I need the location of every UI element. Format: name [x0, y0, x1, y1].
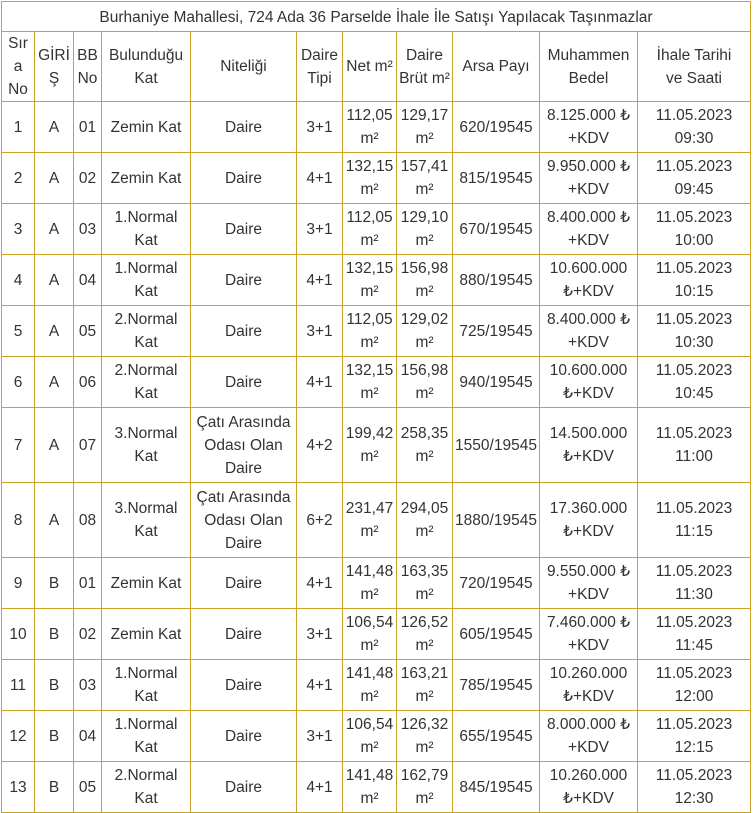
- cell-arsa-payi: 620/19545: [453, 102, 540, 153]
- table-row: [2, 762, 751, 813]
- cell-ihale: 11.05.2023 11:45: [638, 609, 751, 660]
- cell-bb-no: 05: [74, 762, 102, 813]
- cell-brut-m2: 157,41 m²: [397, 153, 453, 204]
- cell-giris: A: [35, 306, 74, 357]
- cell-bb-no: 06: [74, 357, 102, 408]
- cell-net-m2: 141,48 m²: [343, 558, 397, 609]
- property-auction-table: [1, 1, 751, 813]
- cell-niteligi: Daire: [191, 660, 297, 711]
- cell-sira-no: 5: [2, 306, 35, 357]
- cell-giris: A: [35, 204, 74, 255]
- header-net-m2: Net m²: [343, 32, 397, 102]
- cell-sira-no: 1: [2, 102, 35, 153]
- cell-niteligi: Çatı Arasında Odası Olan Daire: [191, 408, 297, 483]
- cell-bedel: 10.260.000 ₺+KDV: [540, 660, 638, 711]
- cell-niteligi: Daire: [191, 102, 297, 153]
- cell-bb-no: 02: [74, 609, 102, 660]
- cell-bedel: 10.600.000 ₺+KDV: [540, 255, 638, 306]
- cell-brut-m2: 129,17 m²: [397, 102, 453, 153]
- cell-giris: A: [35, 255, 74, 306]
- cell-arsa-payi: 655/19545: [453, 711, 540, 762]
- cell-ihale: 11.05.2023 11:00: [638, 408, 751, 483]
- cell-ihale: 11.05.2023 10:00: [638, 204, 751, 255]
- cell-brut-m2: 156,98 m²: [397, 255, 453, 306]
- cell-sira-no: 2: [2, 153, 35, 204]
- cell-brut-m2: 163,35 m²: [397, 558, 453, 609]
- cell-kat: 3.Normal Kat: [102, 408, 191, 483]
- cell-bedel: 17.360.000 ₺+KDV: [540, 483, 638, 558]
- cell-sira-no: 7: [2, 408, 35, 483]
- cell-giris: B: [35, 660, 74, 711]
- cell-daire-tipi: 3+1: [297, 306, 343, 357]
- cell-giris: A: [35, 357, 74, 408]
- table-row: [2, 204, 751, 255]
- cell-daire-tipi: 4+1: [297, 762, 343, 813]
- cell-daire-tipi: 3+1: [297, 711, 343, 762]
- cell-ihale: 11.05.2023 09:30: [638, 102, 751, 153]
- cell-arsa-payi: 880/19545: [453, 255, 540, 306]
- cell-giris: A: [35, 153, 74, 204]
- cell-net-m2: 132,15 m²: [343, 153, 397, 204]
- cell-kat: Zemin Kat: [102, 153, 191, 204]
- cell-bedel: 8.000.000 ₺ +KDV: [540, 711, 638, 762]
- cell-arsa-payi: 815/19545: [453, 153, 540, 204]
- cell-sira-no: 12: [2, 711, 35, 762]
- cell-kat: Zemin Kat: [102, 558, 191, 609]
- header-daire-tipi: Daire Tipi: [297, 32, 343, 102]
- header-giris: GİRİŞ: [35, 32, 74, 102]
- cell-giris: B: [35, 711, 74, 762]
- cell-daire-tipi: 4+1: [297, 255, 343, 306]
- cell-brut-m2: 156,98 m²: [397, 357, 453, 408]
- cell-net-m2: 112,05 m²: [343, 306, 397, 357]
- cell-giris: B: [35, 762, 74, 813]
- cell-arsa-payi: 1550/19545: [453, 408, 540, 483]
- cell-net-m2: 132,15 m²: [343, 255, 397, 306]
- table-row: [2, 558, 751, 609]
- cell-daire-tipi: 3+1: [297, 204, 343, 255]
- header-brut-m2: Daire Brüt m²: [397, 32, 453, 102]
- table-title: Burhaniye Mahallesi, 724 Ada 36 Parselde İhale İle Satışı Yapılacak Taşınmazlar: [1, 1, 751, 31]
- table-row: [2, 483, 751, 558]
- cell-giris: A: [35, 408, 74, 483]
- cell-bb-no: 04: [74, 711, 102, 762]
- cell-kat: Zemin Kat: [102, 609, 191, 660]
- cell-daire-tipi: 4+2: [297, 408, 343, 483]
- table-body: [2, 102, 751, 813]
- cell-bedel: 8.400.000 ₺ +KDV: [540, 204, 638, 255]
- cell-bedel: 14.500.000 ₺+KDV: [540, 408, 638, 483]
- cell-ihale: 11.05.2023 10:30: [638, 306, 751, 357]
- cell-sira-no: 8: [2, 483, 35, 558]
- cell-brut-m2: 129,02 m²: [397, 306, 453, 357]
- cell-bb-no: 08: [74, 483, 102, 558]
- cell-daire-tipi: 4+1: [297, 558, 343, 609]
- cell-arsa-payi: 845/19545: [453, 762, 540, 813]
- cell-ihale: 11.05.2023 09:45: [638, 153, 751, 204]
- cell-brut-m2: 294,05 m²: [397, 483, 453, 558]
- cell-ihale: 11.05.2023 12:15: [638, 711, 751, 762]
- cell-arsa-payi: 670/19545: [453, 204, 540, 255]
- cell-net-m2: 112,05 m²: [343, 204, 397, 255]
- cell-kat: 1.Normal Kat: [102, 660, 191, 711]
- cell-bb-no: 07: [74, 408, 102, 483]
- cell-arsa-payi: 725/19545: [453, 306, 540, 357]
- cell-bedel: 8.400.000 ₺ +KDV: [540, 306, 638, 357]
- cell-net-m2: 132,15 m²: [343, 357, 397, 408]
- cell-niteligi: Çatı Arasında Odası Olan Daire: [191, 483, 297, 558]
- cell-bb-no: 02: [74, 153, 102, 204]
- cell-net-m2: 141,48 m²: [343, 762, 397, 813]
- cell-niteligi: Daire: [191, 609, 297, 660]
- cell-daire-tipi: 3+1: [297, 102, 343, 153]
- cell-daire-tipi: 4+1: [297, 153, 343, 204]
- cell-ihale: 11.05.2023 12:30: [638, 762, 751, 813]
- table-row: [2, 357, 751, 408]
- cell-daire-tipi: 4+1: [297, 660, 343, 711]
- cell-giris: B: [35, 609, 74, 660]
- cell-bedel: 10.600.000 ₺+KDV: [540, 357, 638, 408]
- cell-sira-no: 4: [2, 255, 35, 306]
- cell-net-m2: 141,48 m²: [343, 660, 397, 711]
- cell-bedel: 9.550.000 ₺ +KDV: [540, 558, 638, 609]
- cell-brut-m2: 129,10 m²: [397, 204, 453, 255]
- table-row: [2, 306, 751, 357]
- cell-sira-no: 9: [2, 558, 35, 609]
- cell-niteligi: Daire: [191, 357, 297, 408]
- cell-arsa-payi: 605/19545: [453, 609, 540, 660]
- cell-giris: A: [35, 483, 74, 558]
- cell-niteligi: Daire: [191, 558, 297, 609]
- header-arsa-payi: Arsa Payı: [453, 32, 540, 102]
- cell-daire-tipi: 3+1: [297, 609, 343, 660]
- header-sira-no: Sıra No: [2, 32, 35, 102]
- cell-ihale: 11.05.2023 10:45: [638, 357, 751, 408]
- cell-sira-no: 10: [2, 609, 35, 660]
- cell-kat: 2.Normal Kat: [102, 306, 191, 357]
- cell-ihale: 11.05.2023 10:15: [638, 255, 751, 306]
- cell-daire-tipi: 4+1: [297, 357, 343, 408]
- cell-bedel: 9.950.000 ₺ +KDV: [540, 153, 638, 204]
- cell-niteligi: Daire: [191, 762, 297, 813]
- header-kat: Bulunduğu Kat: [102, 32, 191, 102]
- table-row: [2, 153, 751, 204]
- header-bb-no: BB No: [74, 32, 102, 102]
- cell-giris: A: [35, 102, 74, 153]
- cell-daire-tipi: 6+2: [297, 483, 343, 558]
- table-row: [2, 408, 751, 483]
- cell-brut-m2: 162,79 m²: [397, 762, 453, 813]
- cell-bb-no: 04: [74, 255, 102, 306]
- cell-niteligi: Daire: [191, 204, 297, 255]
- table-row: [2, 711, 751, 762]
- cell-arsa-payi: 720/19545: [453, 558, 540, 609]
- cell-kat: 1.Normal Kat: [102, 711, 191, 762]
- cell-niteligi: Daire: [191, 153, 297, 204]
- cell-arsa-payi: 1880/19545: [453, 483, 540, 558]
- table-row: [2, 102, 751, 153]
- cell-bedel: 10.260.000 ₺+KDV: [540, 762, 638, 813]
- cell-net-m2: 112,05 m²: [343, 102, 397, 153]
- cell-bb-no: 01: [74, 558, 102, 609]
- cell-kat: 1.Normal Kat: [102, 255, 191, 306]
- cell-brut-m2: 126,52 m²: [397, 609, 453, 660]
- cell-sira-no: 11: [2, 660, 35, 711]
- cell-bb-no: 03: [74, 660, 102, 711]
- cell-brut-m2: 126,32 m²: [397, 711, 453, 762]
- cell-bb-no: 05: [74, 306, 102, 357]
- cell-sira-no: 3: [2, 204, 35, 255]
- cell-net-m2: 199,42 m²: [343, 408, 397, 483]
- cell-sira-no: 6: [2, 357, 35, 408]
- table-row: [2, 609, 751, 660]
- table-row: [2, 255, 751, 306]
- cell-kat: 2.Normal Kat: [102, 357, 191, 408]
- cell-niteligi: Daire: [191, 306, 297, 357]
- header-niteligi: Niteliği: [191, 32, 297, 102]
- cell-net-m2: 106,54 m²: [343, 609, 397, 660]
- cell-net-m2: 106,54 m²: [343, 711, 397, 762]
- cell-kat: Zemin Kat: [102, 102, 191, 153]
- cell-kat: 2.Normal Kat: [102, 762, 191, 813]
- cell-niteligi: Daire: [191, 255, 297, 306]
- cell-giris: B: [35, 558, 74, 609]
- cell-bb-no: 01: [74, 102, 102, 153]
- cell-brut-m2: 163,21 m²: [397, 660, 453, 711]
- cell-bb-no: 03: [74, 204, 102, 255]
- header-ihale: İhale Tarihi ve Saati: [638, 32, 751, 102]
- cell-ihale: 11.05.2023 12:00: [638, 660, 751, 711]
- cell-bedel: 8.125.000 ₺ +KDV: [540, 102, 638, 153]
- cell-niteligi: Daire: [191, 711, 297, 762]
- cell-arsa-payi: 785/19545: [453, 660, 540, 711]
- cell-bedel: 7.460.000 ₺ +KDV: [540, 609, 638, 660]
- header-bedel: Muhammen Bedel: [540, 32, 638, 102]
- cell-kat: 1.Normal Kat: [102, 204, 191, 255]
- cell-ihale: 11.05.2023 11:15: [638, 483, 751, 558]
- cell-kat: 3.Normal Kat: [102, 483, 191, 558]
- header-row: [2, 32, 751, 102]
- cell-ihale: 11.05.2023 11:30: [638, 558, 751, 609]
- cell-sira-no: 13: [2, 762, 35, 813]
- cell-brut-m2: 258,35 m²: [397, 408, 453, 483]
- cell-net-m2: 231,47 m²: [343, 483, 397, 558]
- cell-arsa-payi: 940/19545: [453, 357, 540, 408]
- table-row: [2, 660, 751, 711]
